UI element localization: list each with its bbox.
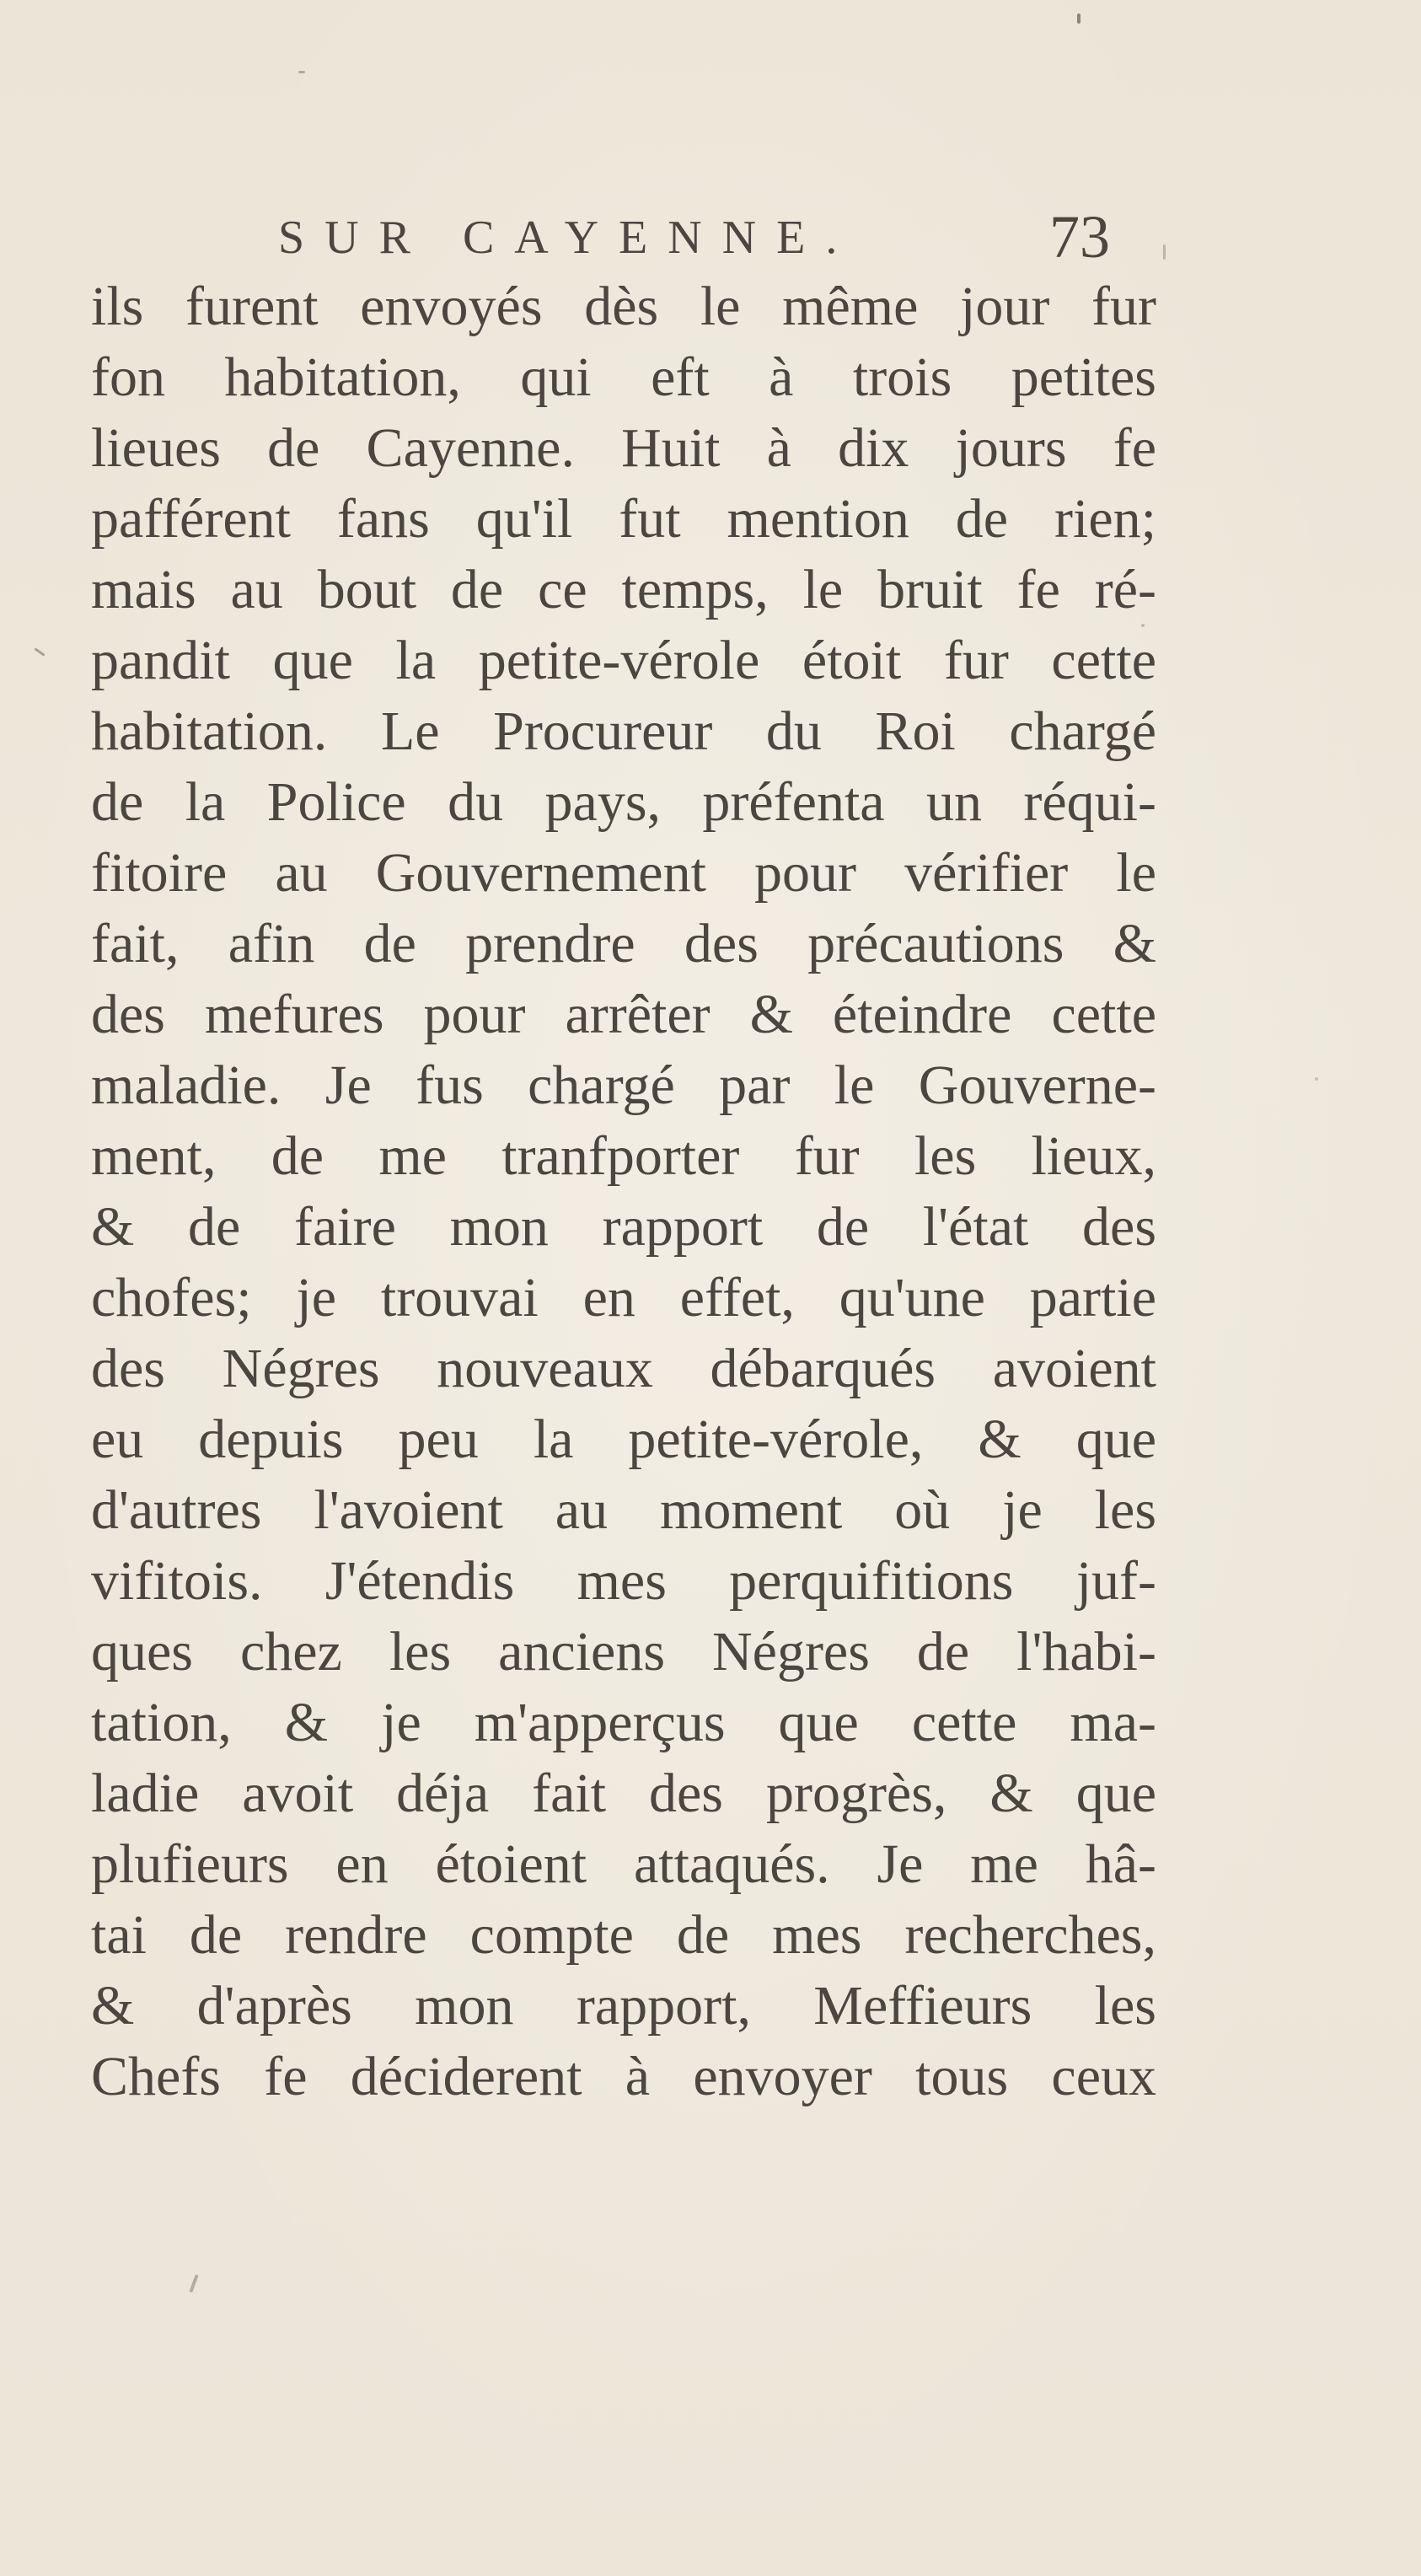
text-line: des Négres nouveaux débarqués avoient: [91, 1338, 1156, 1399]
text-line: ment, de me tranfporter fur les lieux,: [91, 1125, 1156, 1187]
text-line: mais au bout de ce temps, le bruit fe ré-: [91, 559, 1156, 620]
text-line: maladie. Je fus chargé par le Gouverne-: [91, 1055, 1156, 1116]
text-line: fait, afin de prendre des précautions &: [91, 913, 1156, 974]
text-line: plufieurs en étoient attaqués. Je me hâ-: [91, 1833, 1156, 1895]
text-line: de la Police du pays, préfenta un réqui-: [91, 771, 1156, 833]
text-line: ques chez les anciens Négres de l'habi-: [91, 1621, 1156, 1682]
text-line: tai de rendre compte de mes recherches,: [91, 1904, 1156, 1966]
text-line: fon habitation, qui eft à trois petites: [91, 346, 1156, 408]
text-line: d'autres l'avoient au moment où je les: [91, 1479, 1156, 1541]
text-line: vifitois. J'étendis mes perquifitions juf-: [91, 1550, 1156, 1612]
text-line: fitoire au Gouvernement pour vérifier le: [91, 842, 1156, 904]
running-head-title: SUR CAYENNE.: [278, 212, 858, 264]
text-line: eu depuis peu la petite-vérole, & que: [91, 1409, 1156, 1470]
paper-speck: [1315, 1077, 1318, 1081]
text-line: Chefs fe déciderent à envoyer tous ceux: [91, 2046, 1156, 2107]
text-line: habitation. Le Procureur du Roi chargé: [91, 700, 1156, 762]
text-line: & de faire mon rapport de l'état des: [91, 1196, 1156, 1258]
paper-speck: [34, 647, 45, 656]
text-line: ladie avoit déja fait des progrès, & que: [91, 1763, 1156, 1824]
body-text: [91, 271, 1156, 2112]
text-line: lieues de Cayenne. Huit à dix jours fe: [91, 417, 1156, 479]
paper-speck: [1141, 624, 1145, 627]
paper-speck: [298, 71, 305, 73]
text-line: & d'après mon rapport, Meffieurs les: [91, 1975, 1156, 2037]
text-line: pandit que la petite-vérole étoit fur cette: [91, 630, 1156, 691]
paper-speck: [1077, 13, 1080, 24]
paper-speck: [1163, 244, 1166, 260]
text-line: des mefures pour arrêter & éteindre cette: [91, 984, 1156, 1045]
paper-speck: [189, 2274, 198, 2293]
page-number: 73: [1049, 203, 1110, 271]
text-line: chofes; je trouvai en effet, qu'une partie: [91, 1267, 1156, 1328]
text-line: ils furent envoyés dès le même jour fur: [91, 276, 1156, 337]
text-line: tation, & je m'apperçus que cette ma-: [91, 1692, 1156, 1753]
text-line: pafférent fans qu'il fut mention de rien;: [91, 488, 1156, 550]
